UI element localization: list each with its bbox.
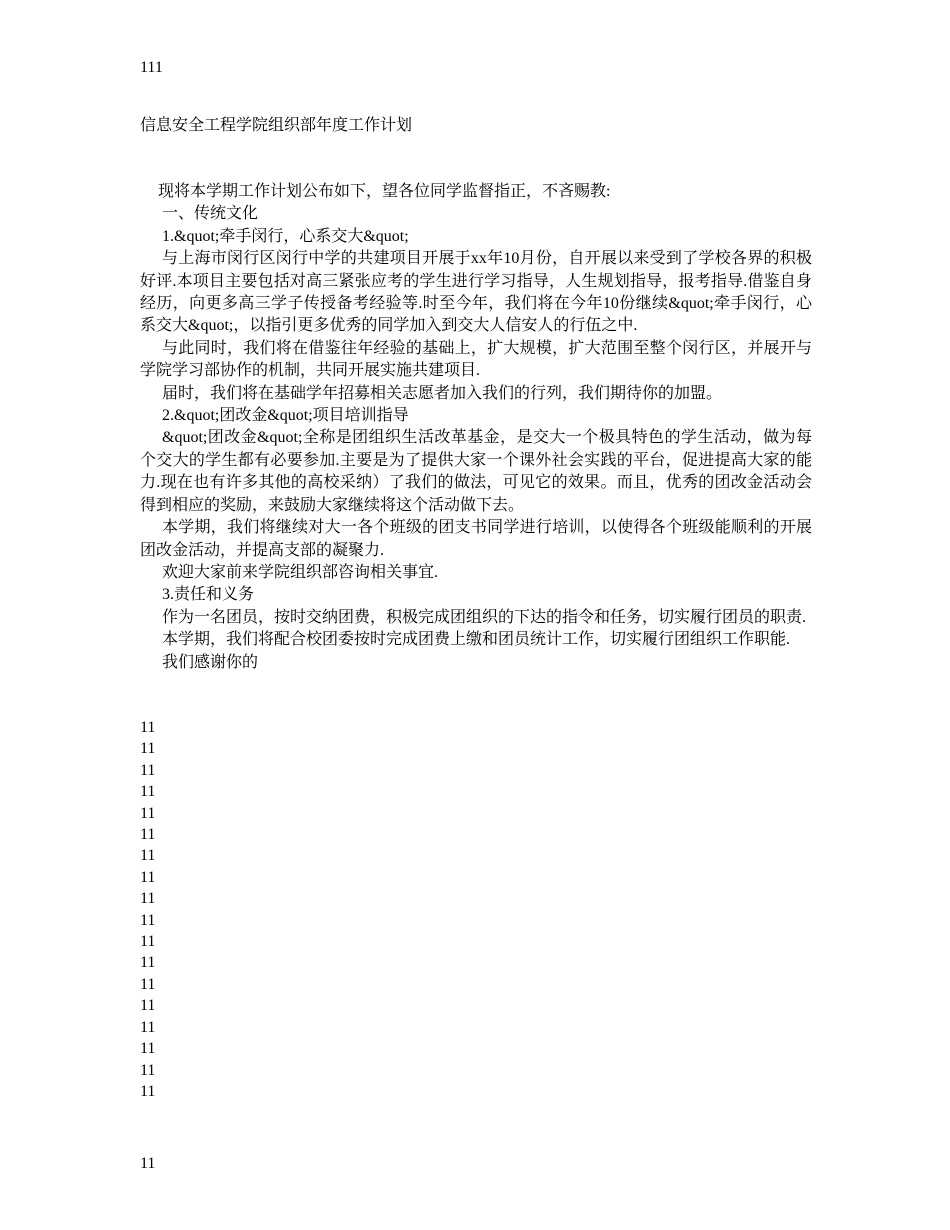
number-line: 11 xyxy=(140,911,156,929)
number-line: 11 xyxy=(140,997,156,1015)
number-line: 11 xyxy=(140,868,156,886)
number-line: 11 xyxy=(140,761,156,779)
number-line: 11 xyxy=(140,1018,156,1036)
number-line: 11 xyxy=(140,954,156,972)
header-number: 111 xyxy=(140,59,163,76)
body-paragraph: 与此同时，我们将在借鉴往年经验的基础上，扩大规模，扩大范围至整个闵行区，并展开与学院学习部协作的机制，共同开展实施共建项目. xyxy=(140,339,812,380)
body-paragraph: 我们感谢你的 xyxy=(162,653,259,671)
number-line: 11 xyxy=(140,975,156,993)
body-paragraph: 本学期，我们将继续对大一各个班级的团支书同学进行培训，以使得各个班级能顺利的开展团改金活动，并提高支部的凝聚力. xyxy=(140,519,812,559)
subsection-heading: 2.&quot;团改金&quot;项目培训指导 xyxy=(162,407,409,425)
body-paragraph: 本学期，我们将配合校团委按时完成团费上缴和团员统计工作，切实履行团组织工作职能. xyxy=(162,631,791,649)
number-line: 11 xyxy=(140,740,156,758)
document-body xyxy=(140,181,812,674)
number-line: 11 xyxy=(140,783,156,801)
subsection-heading: 3.责任和义务 xyxy=(162,586,255,604)
number-line: 11 xyxy=(140,804,156,822)
section-heading: 一、传统文化 xyxy=(162,205,259,223)
number-line: 11 xyxy=(140,890,156,908)
body-paragraph: 作为一名团员，按时交纳团费，积极完成团组织的下达的指令和任务，切实履行团员的职责. xyxy=(162,608,807,626)
body-paragraph: &quot;团改金&quot;全称是团组织生活改革基金，是交大一个极具特色的学生活动，做为每个交大的学生都有必要参加.主要是为了提供大家一个课外社会实践的平台，促进提高大家的能力.现在也有许多其他的高校采纳）了我们的做法，可见它的效果。而且，优秀的团改金活动会得到相应的奖励，来鼓励大家继续将这个活动做下去。 xyxy=(140,429,812,514)
intro-paragraph: 现将本学期工作计划公布如下，望各位同学监督指正，不吝赐教: xyxy=(158,183,611,200)
number-line: 11 xyxy=(140,1061,156,1079)
footer-number: 11 xyxy=(140,1155,156,1172)
body-paragraph: 欢迎大家前来学院组织部咨询相关事宜. xyxy=(162,563,439,581)
number-line: 11 xyxy=(140,933,156,951)
number-line: 11 xyxy=(140,1040,156,1058)
number-line: 11 xyxy=(140,1082,156,1100)
document-title: 信息安全工程学院组织部年度工作计划 xyxy=(140,117,413,134)
number-line: 11 xyxy=(140,847,156,865)
body-paragraph: 届时，我们将在基础学年招募相关志愿者加入我们的行列，我们期待你的加盟。 xyxy=(162,384,723,402)
body-paragraph: 与上海市闵行区闵行中学的共建项目开展于xx年10月份，自开展以来受到了学校各界的积极好评.本项目主要包括对高三紧张应考的学生进行学习指导，人生规划指导，报考指导.借鉴自身经历，向更多高三学子传授备考经验等.时至今年，我们将在今年10份继续&quot;牵手闵行，心系交大&quot;，以指引更多优秀的同学加入到交大人信安人的行伍之中. xyxy=(140,250,812,335)
number-line: 11 xyxy=(140,719,156,736)
subsection-heading: 1.&quot;牵手闵行，心系交大&quot; xyxy=(162,227,409,245)
number-lines xyxy=(140,717,155,1102)
number-line: 11 xyxy=(140,826,156,844)
